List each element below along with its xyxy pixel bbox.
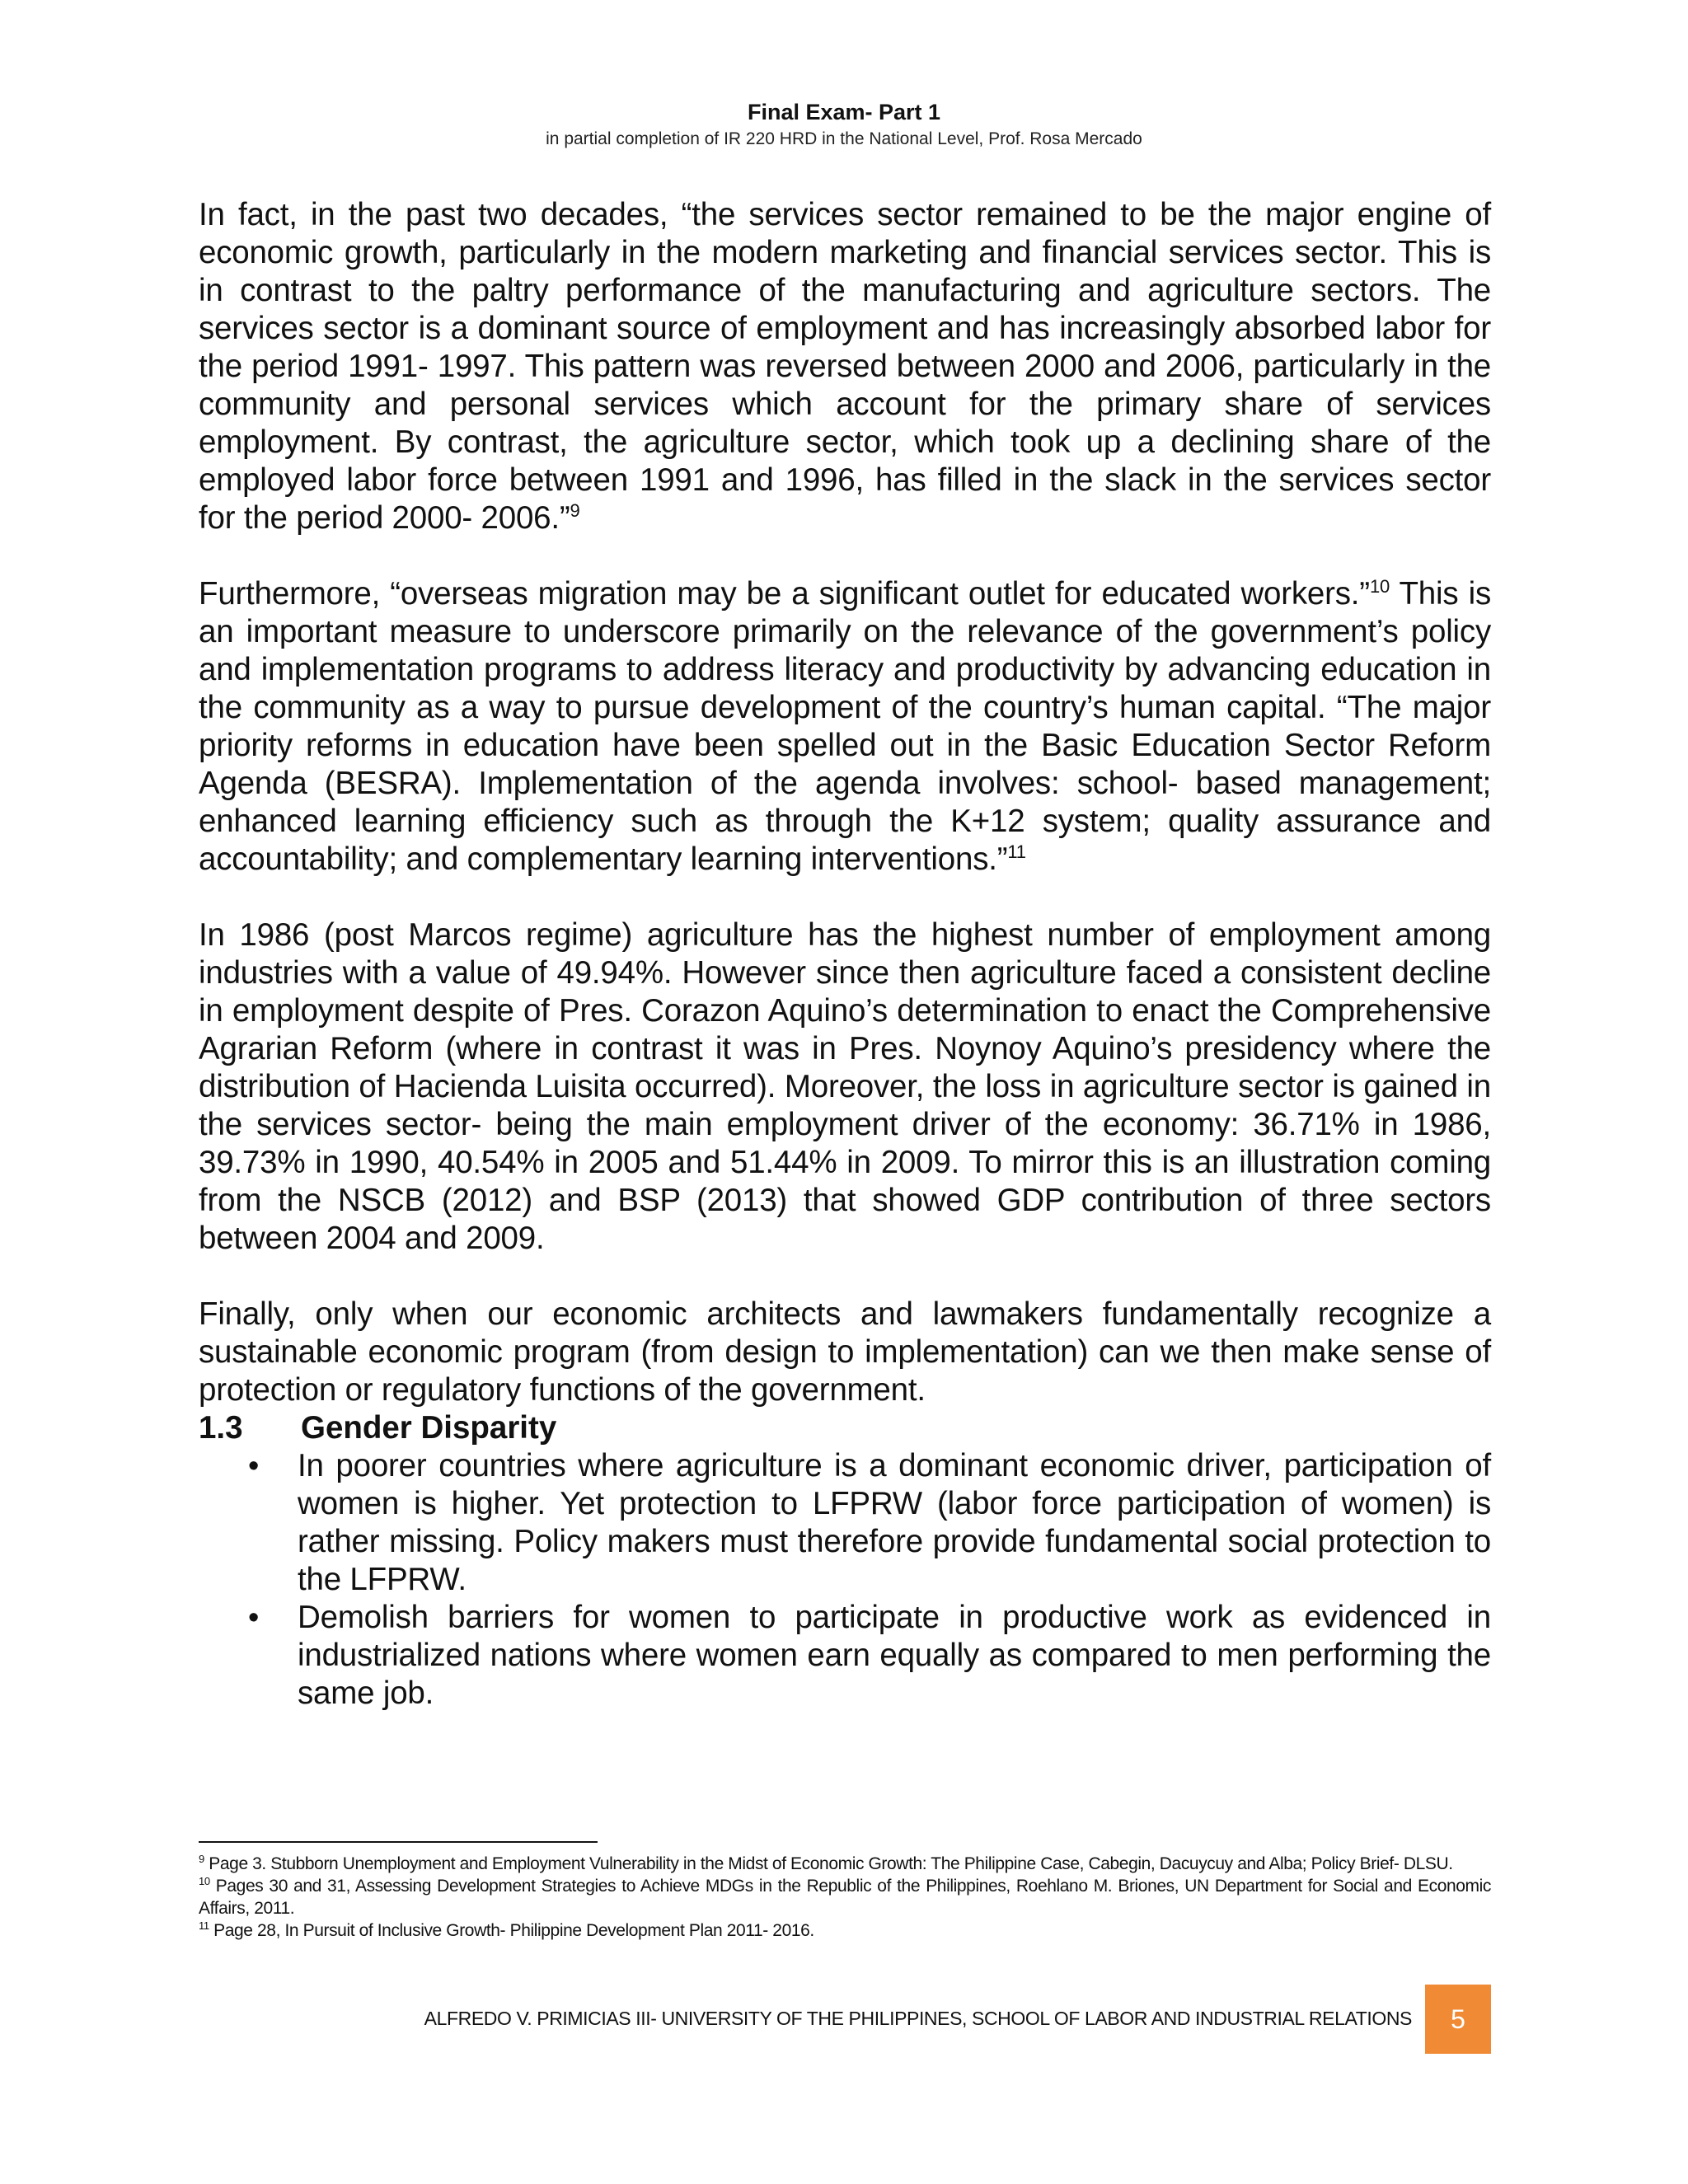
footer-author: ALFREDO V. PRIMICIAS III- UNIVERSITY OF THE PHILIPPINES, SCHOOL OF LABOR AND INDUSTRIAL RELATIONS xyxy=(424,2008,1412,2029)
footnotes xyxy=(199,1853,1491,1942)
page-header xyxy=(0,97,1688,152)
paragraph-text: This is an important measure to underscore primarily on the relevance of the government’s policy and implementation programs to address literacy and productivity by advancing education in the community as a way to pursue development of the country’s human capital. “The major priority reforms in education have been spelled out in the Basic Education Sector Reform Agenda (BESRA). Implementation of the agenda involves: school- based management; enhanced learning efficiency such as through the K+12 system; quality assurance and accountability; and complementary learning interventions.” xyxy=(199,576,1491,877)
header-title: Final Exam- Part 1 xyxy=(747,100,941,124)
footnote-text: Page 3. Stubborn Unemployment and Employment Vulnerability in the Midst of Economic Growth: The Philippine Case, Cabegin, Dacuycuy and Alba; Policy Brief- DLSU. xyxy=(204,1854,1453,1873)
footnote-text: Page 28, In Pursuit of Inclusive Growth- Philippine Development Plan 2011- 2016. xyxy=(209,1921,814,1940)
page-footer xyxy=(199,1985,1491,2054)
footnote-ref: 11 xyxy=(1007,841,1026,863)
page-number: 5 xyxy=(1425,1985,1491,2054)
bullet-icon: • xyxy=(248,1601,260,1635)
footnote-ref: 10 xyxy=(1369,576,1390,598)
document-body xyxy=(199,196,1491,1713)
footnote-divider xyxy=(199,1841,598,1843)
section-title: Gender Disparity xyxy=(301,1410,557,1446)
paragraph-text: In fact, in the past two decades, “the services sector remained to be the major engine of economic growth, particularly in the modern marketing and financial services sector. This is in contrast to the paltry performance of the manufacturing and agriculture sectors. The services sector is a dominant source of employment and has increasingly absorbed labor for the period 1991- 1997. This pattern was reversed between 2000 and 2006, particularly in the community and personal services which account for the primary share of services employment. By contrast, the agriculture sector, which took up a declining share of the employed labor force between 1991 and 1996, has filled in the slack in the services sector for the period 2000- 2006.” xyxy=(199,197,1491,536)
paragraph-text: Finally, only when our economic architects and lawmakers fundamentally recognize a sustainable economic program (from design to implementation) can we then make sense of protection or regulatory functions of the government. xyxy=(199,1296,1491,1408)
section-number: 1.3 xyxy=(199,1410,243,1446)
paragraph-text: Furthermore, “overseas migration may be a significant outlet for educated workers.” xyxy=(199,576,1370,612)
paragraph-agriculture-employment xyxy=(199,916,1491,1258)
list-item xyxy=(199,1447,1491,1599)
paragraph-services-sector xyxy=(199,196,1491,537)
footnote-number: 10 xyxy=(199,1875,210,1887)
list-item xyxy=(199,1599,1491,1713)
footnote-9 xyxy=(199,1853,1491,1875)
section-heading xyxy=(199,1409,1491,1447)
footnote-10 xyxy=(199,1875,1491,1919)
footnote-number: 9 xyxy=(199,1853,204,1865)
bullet-icon: • xyxy=(248,1449,260,1483)
footnote-number: 11 xyxy=(199,1919,209,1932)
header-subtitle: in partial completion of IR 220 HRD in the National Level, Prof. Rosa Mercado xyxy=(546,129,1142,148)
paragraph-text: In 1986 (post Marcos regime) agriculture has the highest number of employment among industries with a value of 49.94%. However since then agriculture faced a consistent decline in employment despite of Pres. Corazon Aquino’s determination to enact the Comprehensive Agrarian Reform (where in contrast it was in Pres. Noynoy Aquino’s presidency where the distribution of Hacienda Luisita occurred). Moreover, the loss in agriculture sector is gained in the services sector- being the main employment driver of the economy: 36.71% in 1986, 39.73% in 1990, 40.54% in 2005 and 51.44% in 2009. To mirror this is an illustration coming from the NSCB (2012) and BSP (2013) that showed GDP contribution of three sectors between 2004 and 2009. xyxy=(199,917,1491,1256)
footnote-11 xyxy=(199,1919,1491,1942)
bullet-list xyxy=(199,1447,1491,1713)
footnote-text: Pages 30 and 31, Assessing Development Strategies to Achieve MDGs in the Republic of the Philippines, Roehlano M. Briones, UN Department for Social and Economic Affairs, 2011. xyxy=(199,1877,1491,1918)
paragraph-conclusion xyxy=(199,1296,1491,1409)
list-item-text: In poorer countries where agriculture is a dominant economic driver, participation of women is higher. Yet protection to LFPRW (labor force participation of women) is rather missing. Policy makers must therefore provide fundamental social protection to the LFPRW. xyxy=(298,1448,1491,1597)
list-item-text: Demolish barriers for women to participate in productive work as evidenced in industrialized nations where women earn equally as compared to men performing the same job. xyxy=(298,1600,1491,1711)
paragraph-overseas-migration xyxy=(199,575,1491,879)
footnote-ref: 9 xyxy=(570,500,580,522)
